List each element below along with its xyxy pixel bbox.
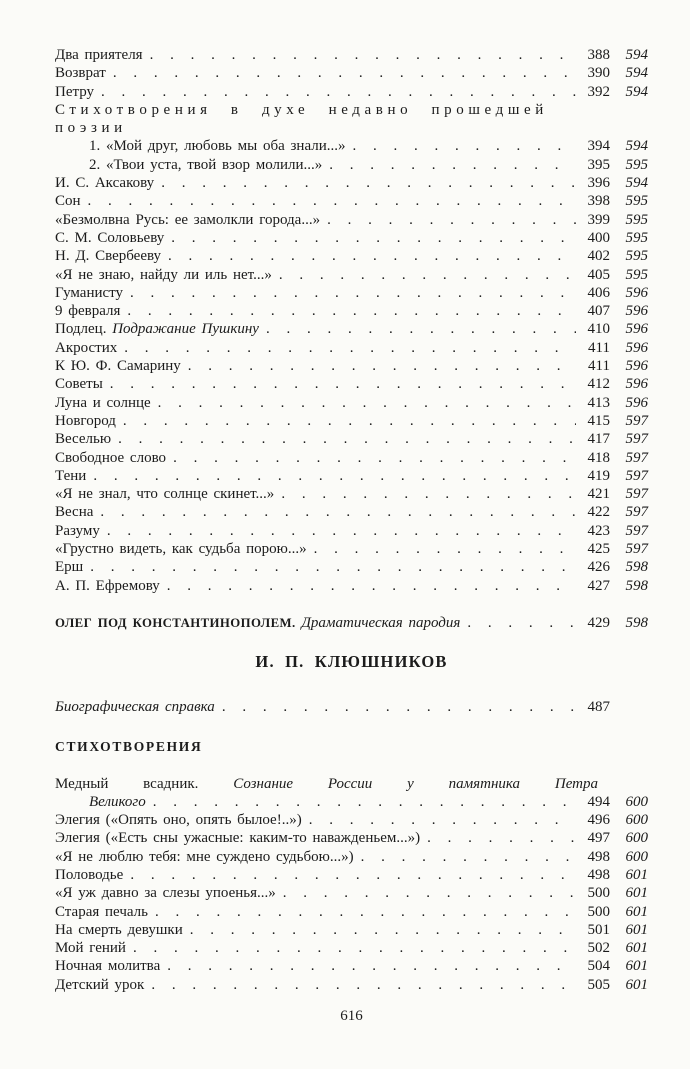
entry-title: 9 февраля <box>55 303 121 320</box>
toc-wrapped-title-line: Стихотворения в духе недавно прошедшей <box>55 101 548 118</box>
entry-title: Элегия («Опять оно, опять былое!..») <box>55 812 302 829</box>
dot-leader <box>110 375 576 390</box>
entry-commentary-page: 600 <box>625 848 648 865</box>
toc-row <box>55 793 648 811</box>
entry-subtitle: Подражание Пушкину <box>112 321 259 338</box>
toc-row <box>55 939 648 957</box>
entry-title-group <box>55 302 120 320</box>
entry-commentary-page: 594 <box>625 65 648 82</box>
entry-title: Половодье <box>55 866 124 883</box>
entry-title-group <box>89 156 322 174</box>
toc-content <box>55 46 648 994</box>
entry-title: Элегия («Есть сны ужасные: каким-то наважденьем...») <box>55 830 421 847</box>
entry-title: Подлец. <box>55 321 107 338</box>
entry-commentary-page: 597 <box>625 541 648 558</box>
entry-title: Советы <box>55 376 103 393</box>
toc-list <box>55 614 648 632</box>
entry-commentary-page: 601 <box>625 866 648 883</box>
dot-leader <box>153 793 576 808</box>
entry-page-number: 395 <box>587 156 610 173</box>
dot-leader <box>327 211 576 226</box>
entry-title: На смерть девушки <box>55 921 183 938</box>
entry-title: Весна <box>55 504 94 521</box>
entry-page-number: 388 <box>587 47 610 63</box>
dot-leader <box>113 64 576 79</box>
toc-row <box>55 174 648 192</box>
dot-leader <box>281 485 576 500</box>
entry-title-group <box>55 698 215 716</box>
entry-title-group <box>55 903 148 921</box>
entry-commentary-page: 601 <box>625 940 648 957</box>
dot-leader <box>222 698 576 713</box>
entry-title: Медный всадник. <box>55 775 199 792</box>
entry-title-group <box>55 412 116 430</box>
toc-row <box>55 577 648 595</box>
dot-leader <box>190 921 576 936</box>
entry-title: Два приятеля <box>55 47 143 63</box>
entry-page-number: 427 <box>587 577 610 594</box>
entry-commentary-page: 594 <box>625 138 648 155</box>
entry-page-number: 405 <box>587 266 610 283</box>
entry-title: А. П. Ефремову <box>55 577 160 594</box>
entry-page-number: 487 <box>587 699 610 716</box>
entry-title-group <box>55 957 160 975</box>
entry-title: Н. Д. Свербееву <box>55 248 162 265</box>
entry-page-number: 494 <box>587 793 610 810</box>
entry-commentary-page: 596 <box>625 394 648 411</box>
toc-row <box>55 866 648 884</box>
entry-title: «Я уж давно за слезы упоенья...» <box>55 885 276 902</box>
entry-title-group <box>55 192 81 210</box>
entry-title-group <box>55 939 126 957</box>
entry-title-group <box>55 211 320 229</box>
entry-title-group <box>55 394 151 412</box>
entry-page-number: 426 <box>587 559 610 576</box>
entry-title: Акростих <box>55 339 118 356</box>
toc-list <box>55 46 648 595</box>
dot-leader <box>130 284 576 299</box>
entry-commentary-page: 600 <box>625 812 648 829</box>
entry-commentary-page: 595 <box>625 248 648 265</box>
toc-title-line <box>55 775 598 793</box>
entry-commentary-page: 596 <box>625 321 648 338</box>
dot-leader <box>101 83 576 98</box>
toc-row <box>55 540 648 558</box>
toc-row <box>55 957 648 975</box>
entry-title-group <box>55 375 103 393</box>
dot-leader <box>100 503 576 518</box>
entry-title-group <box>55 64 106 82</box>
section-heading: СТИХОТВОРЕНИЯ <box>55 738 203 754</box>
entry-title-group <box>55 284 123 302</box>
dot-leader <box>150 46 576 61</box>
toc-row <box>55 137 648 155</box>
entry-title: Сон <box>55 193 81 210</box>
toc-row <box>55 884 648 902</box>
entry-page-number: 504 <box>587 958 610 975</box>
entry-title-group <box>55 357 181 375</box>
toc-row <box>55 503 648 521</box>
dot-leader <box>158 394 576 409</box>
entry-page-number: 421 <box>587 486 610 503</box>
entry-title-group <box>89 793 146 811</box>
entry-title: Луна и солнце <box>55 394 151 411</box>
entry-title: Возврат <box>55 65 106 82</box>
toc-row <box>55 485 648 503</box>
entry-commentary-page: 597 <box>625 412 648 429</box>
entry-title: «Я не люблю тебя: мне суждено судьбою...») <box>55 848 354 865</box>
dot-leader <box>173 449 576 464</box>
entry-subtitle: Драматическая пародия <box>301 614 461 631</box>
toc-row <box>55 64 648 82</box>
entry-commentary-page: 596 <box>625 376 648 393</box>
entry-page-number: 400 <box>587 229 610 246</box>
toc-row <box>55 412 648 430</box>
toc-row <box>55 339 648 357</box>
entry-commentary-page: 594 <box>625 175 648 192</box>
entry-title-group <box>55 976 144 994</box>
entry-title: Свободное слово <box>55 449 167 466</box>
entry-page-number: 406 <box>587 284 610 301</box>
toc-row <box>55 614 648 632</box>
entry-title: С. М. Соловьеву <box>55 229 165 246</box>
entry-commentary-page: 596 <box>625 303 648 320</box>
entry-title: 2. «Твои уста, твой взор молили...» <box>89 156 323 173</box>
entry-commentary-page: 598 <box>625 559 648 576</box>
toc-wrapped-title-line: поэзии <box>55 120 127 137</box>
entry-commentary-page: 598 <box>625 577 648 594</box>
entry-title-group <box>55 229 164 247</box>
entry-page-number: 415 <box>587 412 610 429</box>
toc-row <box>55 921 648 939</box>
entry-title-group <box>55 83 94 101</box>
entry-title-group <box>55 921 183 939</box>
dot-leader <box>155 903 576 918</box>
toc-row <box>55 302 648 320</box>
entry-commentary-page: 595 <box>625 211 648 228</box>
entry-page-number: 501 <box>587 921 610 938</box>
toc-row <box>55 449 648 467</box>
entry-page-number: 496 <box>587 812 610 829</box>
entry-title: К Ю. Ф. Самарину <box>55 358 181 375</box>
entry-title-group <box>55 247 161 265</box>
dot-leader <box>361 848 576 863</box>
toc-list <box>55 775 648 995</box>
entry-title-group <box>55 540 307 558</box>
entry-page-number: 498 <box>587 866 610 883</box>
entry-commentary-page: 601 <box>625 885 648 902</box>
toc-row <box>55 558 648 576</box>
dot-leader <box>353 137 577 152</box>
entry-title-group <box>55 430 111 448</box>
dot-leader <box>107 522 576 537</box>
entry-page-number: 419 <box>587 467 610 484</box>
entry-title: «Грустно видеть, как судьба порою...» <box>55 541 307 558</box>
entry-page-number: 396 <box>587 175 610 192</box>
entry-commentary-page: 600 <box>625 793 648 810</box>
entry-page-number: 411 <box>588 339 610 356</box>
entry-commentary-page: 601 <box>625 921 648 938</box>
entry-title-group <box>55 467 86 485</box>
toc-row <box>55 976 648 994</box>
entry-page-number: 410 <box>587 321 610 338</box>
entry-title-group <box>55 174 154 192</box>
entry-title-group <box>55 558 83 576</box>
entry-commentary-page: 597 <box>625 449 648 466</box>
entry-title-group <box>55 449 166 467</box>
entry-page-number: 413 <box>587 394 610 411</box>
entry-page-number: 412 <box>587 376 610 393</box>
toc-row <box>55 811 648 829</box>
entry-title-group <box>55 848 354 866</box>
entry-title: Тени <box>55 467 87 484</box>
entry-commentary-page: 594 <box>625 47 648 63</box>
dot-leader <box>467 614 576 629</box>
toc-row <box>55 467 648 485</box>
entry-page-number: 498 <box>587 848 610 865</box>
entry-page-number: 423 <box>587 522 610 539</box>
dot-leader <box>161 174 576 189</box>
entry-title: «Я не знаю, найду ли иль нет...» <box>55 266 272 283</box>
toc-row <box>55 829 648 847</box>
dot-leader <box>123 412 576 427</box>
toc-row <box>55 156 648 174</box>
dot-leader <box>427 829 576 844</box>
entry-title-group <box>55 485 274 503</box>
entry-page-number: 411 <box>588 358 610 375</box>
entry-page-number: 505 <box>587 976 610 993</box>
entry-title: Старая печаль <box>55 903 148 920</box>
entry-page-number: 417 <box>587 431 610 448</box>
entry-title-group <box>89 137 346 155</box>
entry-commentary-page: 601 <box>625 903 648 920</box>
entry-title: Детский урок <box>55 976 145 993</box>
entry-commentary-page: 598 <box>625 614 648 631</box>
dot-leader <box>314 540 576 555</box>
entry-commentary-page: 601 <box>625 958 648 975</box>
entry-page-number: 394 <box>587 138 610 155</box>
dot-leader <box>167 577 576 592</box>
entry-subtitle: Великого <box>89 793 146 810</box>
toc-row <box>55 430 648 448</box>
entry-title: Мой гений <box>55 940 126 957</box>
entry-title-group <box>55 884 276 902</box>
dot-leader <box>127 302 576 317</box>
entry-title: Новгород <box>55 412 116 429</box>
dot-leader <box>130 866 576 881</box>
entry-title-group <box>55 829 420 847</box>
entry-page-number: 500 <box>587 885 610 902</box>
entry-title: Гуманисту <box>55 284 124 301</box>
entry-title: Ночная молитва <box>55 958 161 975</box>
entry-title-group <box>55 320 259 338</box>
toc-row <box>55 211 648 229</box>
entry-title: Веселью <box>55 431 112 448</box>
entry-commentary-page: 595 <box>625 229 648 246</box>
entry-page-number: 390 <box>587 65 610 82</box>
entry-page-number: 500 <box>587 903 610 920</box>
toc-row <box>55 522 648 540</box>
entry-title-group <box>55 503 93 521</box>
entry-page-number: 497 <box>587 830 610 847</box>
entry-commentary-page: 595 <box>625 156 648 173</box>
entry-title-group <box>55 339 117 357</box>
entry-title: Петру <box>55 83 95 100</box>
entry-title-group <box>55 866 123 884</box>
dot-leader <box>171 229 576 244</box>
toc-row <box>55 266 648 284</box>
entry-commentary-page: 597 <box>625 467 648 484</box>
entry-title-group <box>55 577 160 595</box>
dot-leader <box>167 957 576 972</box>
entry-title-group <box>55 811 302 829</box>
entry-commentary-page: 597 <box>625 504 648 521</box>
toc-row <box>55 192 648 210</box>
dot-leader <box>266 320 576 335</box>
entry-page-number: 418 <box>587 449 610 466</box>
dot-leader <box>309 811 576 826</box>
toc-row <box>55 247 648 265</box>
toc-list <box>55 698 648 716</box>
entry-subtitle: Сознание России у памятника Петра <box>233 775 598 792</box>
entry-page-number: 398 <box>587 193 610 210</box>
entry-commentary-page: 596 <box>625 339 648 356</box>
entry-page-number: 429 <box>587 614 610 631</box>
entry-title: И. С. Аксакову <box>55 175 155 192</box>
toc-row <box>55 903 648 921</box>
toc-row <box>55 83 648 101</box>
entry-subtitle: Биографическая справка <box>55 699 215 716</box>
toc-row <box>55 698 648 716</box>
dot-leader <box>329 156 576 171</box>
entry-commentary-page: 595 <box>625 193 648 210</box>
entry-commentary-page: 596 <box>625 284 648 301</box>
entry-page-number: 422 <box>587 504 610 521</box>
dot-leader <box>90 558 576 573</box>
dot-leader <box>88 192 576 207</box>
entry-title-group <box>55 614 460 632</box>
entry-title: «Я не знал, что солнце скинет...» <box>55 486 275 503</box>
entry-title: Ерш <box>55 559 84 576</box>
entry-page-number: 392 <box>587 83 610 100</box>
dot-leader <box>133 939 576 954</box>
toc-row <box>55 46 648 64</box>
entry-page-number: 407 <box>587 303 610 320</box>
entry-commentary-page: 596 <box>625 358 648 375</box>
entry-title-group <box>55 522 100 540</box>
page-number: 616 <box>340 1008 363 1025</box>
entry-title: Разуму <box>55 522 100 539</box>
toc-row <box>55 320 648 338</box>
dot-leader <box>93 467 576 482</box>
entry-title-group <box>55 266 272 284</box>
entry-title: 1. «Мой друг, любовь мы оба знали...» <box>89 138 346 155</box>
entry-page-number: 402 <box>587 248 610 265</box>
entry-commentary-page: 595 <box>625 266 648 283</box>
entry-title: «Безмолвна Русь: ее замолкли города...» <box>55 211 321 228</box>
entry-commentary-page: 601 <box>625 976 648 993</box>
dot-leader <box>279 266 576 281</box>
dot-leader <box>124 339 576 354</box>
entry-page-number: 399 <box>587 211 610 228</box>
toc-row <box>55 229 648 247</box>
entry-title-bold: ОЛЕГ ПОД КОНСТАНТИНОПОЛЕМ. <box>55 615 296 630</box>
dot-leader <box>118 430 576 445</box>
toc-row <box>55 357 648 375</box>
toc-row <box>55 848 648 866</box>
entry-title-group <box>55 46 143 64</box>
entry-page-number: 425 <box>587 541 610 558</box>
toc-row <box>55 394 648 412</box>
toc-row <box>55 375 648 393</box>
dot-leader <box>151 976 576 991</box>
entry-page-number: 502 <box>587 940 610 957</box>
dot-leader <box>283 884 576 899</box>
author-heading: И. П. КЛЮШНИКОВ <box>255 652 448 672</box>
toc-row <box>55 284 648 302</box>
entry-commentary-page: 597 <box>625 522 648 539</box>
entry-commentary-page: 600 <box>625 830 648 847</box>
dot-leader <box>188 357 576 372</box>
entry-commentary-page: 594 <box>625 83 648 100</box>
entry-commentary-page: 597 <box>625 431 648 448</box>
entry-commentary-page: 597 <box>625 486 648 503</box>
dot-leader <box>168 247 576 262</box>
